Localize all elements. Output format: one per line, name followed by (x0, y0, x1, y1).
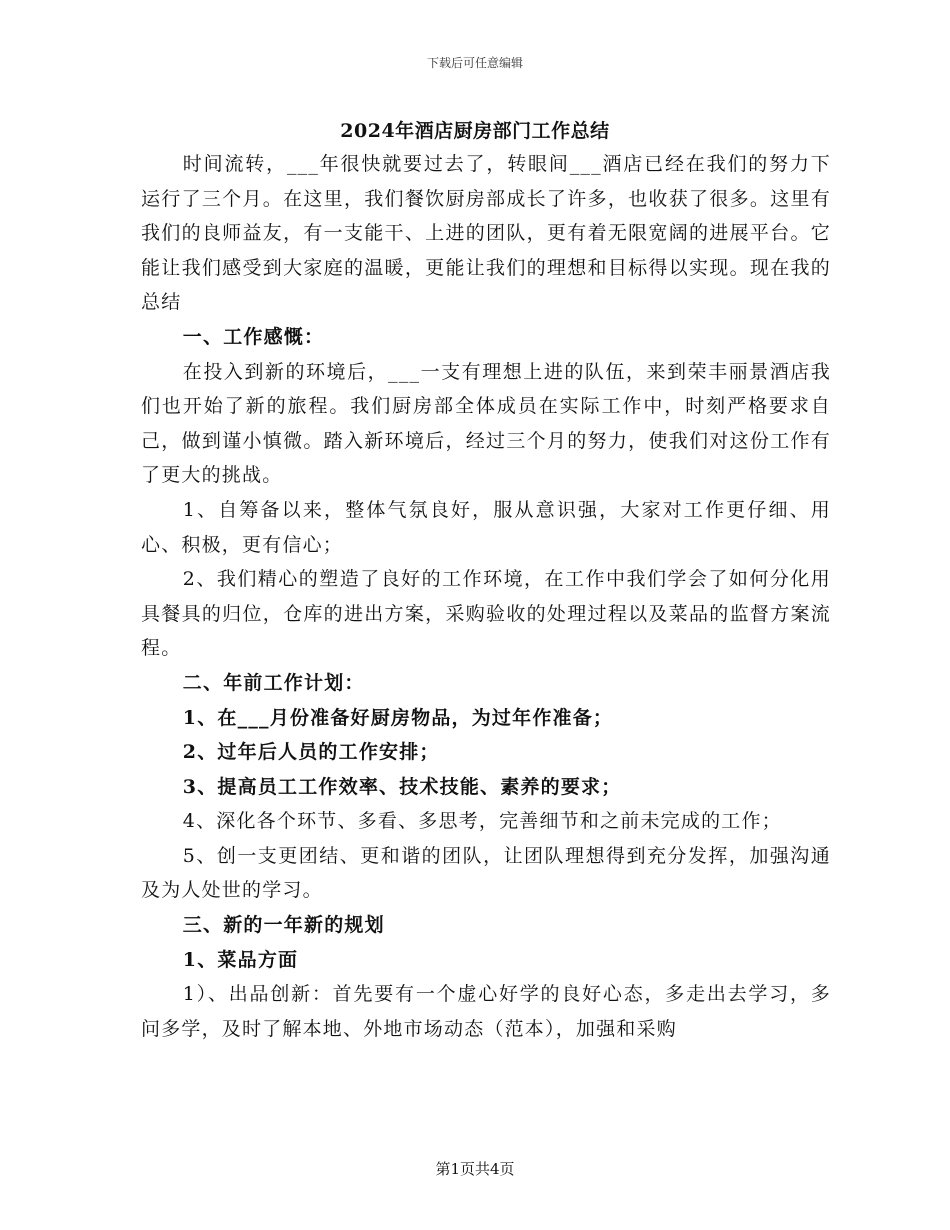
paragraph-intro: 时间流转，___年很快就要过去了，转眼间___酒店已经在我们的努力下运行了三个月。在这里，我们餐饮厨房部成长了许多，也收获了很多。这里有我们的良师益友，有一支能干、上进的团队，更有着无限宽阔的进展平台。它能让我们感受到大家庭的温暖，更能让我们的理想和目标得以实现。现在我的总结 (141, 153, 831, 314)
section-heading-3: 三、新的一年新的规划 (182, 914, 385, 937)
paragraph-product-innovation: 1）、出品创新：首先要有一个虚心好学的良好心态，多走出去学习，多问多学，及时了解本地、外地市场动态（范本），加强和采购 (141, 983, 831, 1040)
list-item-feeling-2: 2、我们精心的塑造了良好的工作环境，在工作中我们学会了如何分化用具餐具的归位，仓库的进出方案，采购验收的处理过程以及菜品的监督方案流程。 (141, 568, 831, 660)
document-body (141, 147, 831, 1046)
list-item-plan-1: 1、在___月份准备好厨房物品，为过年作准备； (182, 706, 614, 729)
list-item-feeling-1: 1、自筹备以来，整体气氛良好，服从意识强，大家对工作更仔细、用心、积极，更有信心； (141, 498, 831, 556)
section-heading-2: 二、年前工作计划： (182, 671, 365, 694)
subsection-heading-dishes: 1、菜品方面 (182, 948, 299, 971)
list-item-plan-5: 5、创一支更团结、更和谐的团队，让团队理想得到充分发挥，加强沟通及为人处世的学习。 (141, 844, 831, 902)
list-item-plan-4: 4、深化各个环节、多看、多思考，完善细节和之前未完成的工作； (182, 810, 782, 833)
page-footer: 第1页共4页 (435, 1160, 515, 1178)
document-title: 2024年酒店厨房部门工作总结 (340, 120, 610, 142)
header-note: 下载后可任意编辑 (426, 56, 523, 70)
list-item-plan-2: 2、过年后人员的工作安排； (182, 741, 440, 764)
section-heading-1: 一、工作感慨： (182, 325, 325, 348)
list-item-plan-3: 3、提高员工工作效率、技术技能、素养的要求； (182, 775, 622, 798)
paragraph-work-feelings: 在投入到新的环境后，___一支有理想上进的队伍，来到荣丰丽景酒店我们也开始了新的旅程。我们厨房部全体成员在实际工作中，时刻严格要求自己，做到谨小慎微。踏入新环境后，经过三个月的努力，使我们对这份工作有了更大的挑战。 (141, 360, 831, 487)
